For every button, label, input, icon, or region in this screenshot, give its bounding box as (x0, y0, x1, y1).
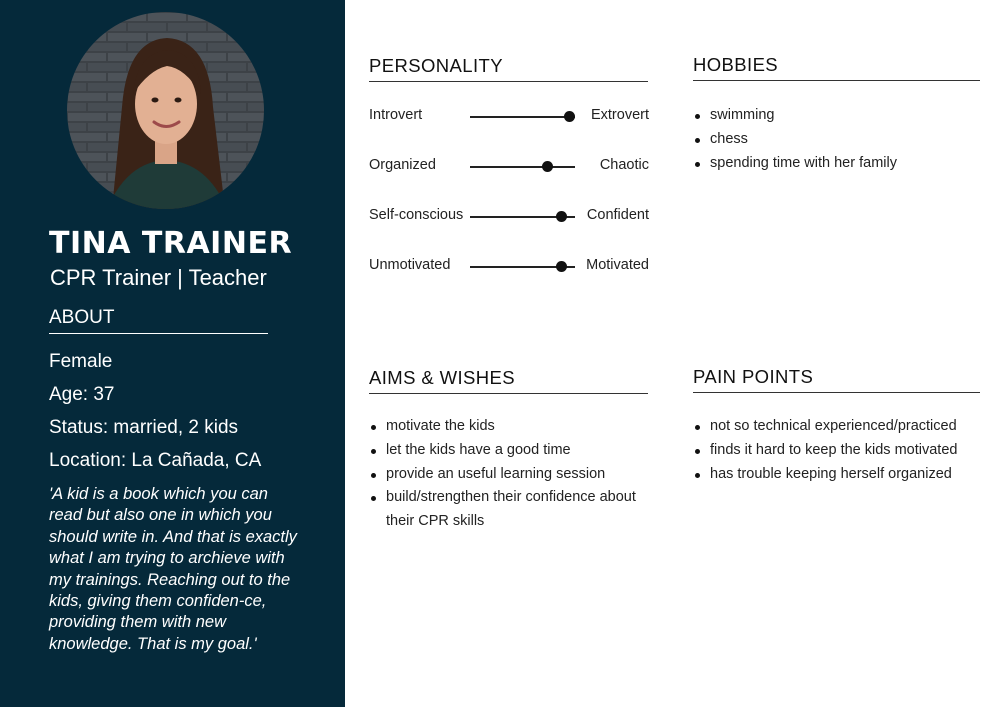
persona-role: CPR Trainer | Teacher (50, 265, 267, 290)
list-item: spending time with her family (693, 152, 983, 176)
hobbies-heading: HOBBIES (693, 54, 980, 81)
trait-slider-knob (556, 261, 567, 272)
about-location: Location: La Cañada, CA (49, 450, 262, 471)
trait-slider-knob (542, 161, 553, 172)
personality-heading: PERSONALITY (369, 55, 648, 82)
list-item: not so technical experienced/practiced (693, 415, 988, 439)
pain-points-list (693, 415, 988, 486)
trait-slider-knob (564, 111, 575, 122)
list-item: swimming (693, 104, 983, 128)
pain-points-heading: PAIN POINTS (693, 366, 980, 393)
hobbies-list (693, 104, 983, 175)
portrait-illustration (67, 12, 264, 209)
trait-slider-knob (556, 211, 567, 222)
aims-heading: AIMS & WISHES (369, 367, 648, 394)
list-item: build/strengthen their confidence about their CPR skills (369, 486, 639, 534)
trait-right-label: Motivated (586, 257, 649, 273)
trait-left-label: Unmotivated (369, 257, 451, 273)
trait-slider-track (470, 116, 575, 118)
trait-right-label: Confident (586, 207, 649, 223)
list-item: let the kids have a good time (369, 439, 639, 463)
trait-slider-track (470, 166, 575, 168)
trait-right-label: Chaotic (599, 157, 649, 173)
trait-left-label: Organized (369, 157, 436, 173)
list-item: finds it hard to keep the kids motivated (693, 439, 988, 463)
trait-left-label: Self-conscious (369, 207, 464, 223)
about-status: Status: married, 2 kids (49, 417, 239, 438)
list-item: has trouble keeping herself organized (693, 463, 988, 487)
about-heading: ABOUT (49, 307, 268, 334)
list-item: motivate the kids (369, 415, 639, 439)
persona-name: TINA TRAINER (49, 226, 293, 261)
persona-quote: 'A kid is a book which you can read but also one in which you should write in. And that is exactly what I am trying to archieve with my trainings. Reaching out to the kids, giving them confiden-ce, providing them with new knowledge. That is my goal.' (49, 485, 297, 653)
profile-sidebar (0, 0, 345, 707)
aims-list (369, 415, 639, 534)
about-gender: Female (49, 351, 113, 372)
profile-photo (67, 12, 264, 209)
list-item: chess (693, 128, 983, 152)
trait-right-label: Extrovert (590, 107, 649, 123)
trait-left-label: Introvert (369, 107, 423, 123)
about-age: Age: 37 (49, 384, 115, 405)
list-item: provide an useful learning session (369, 463, 639, 487)
